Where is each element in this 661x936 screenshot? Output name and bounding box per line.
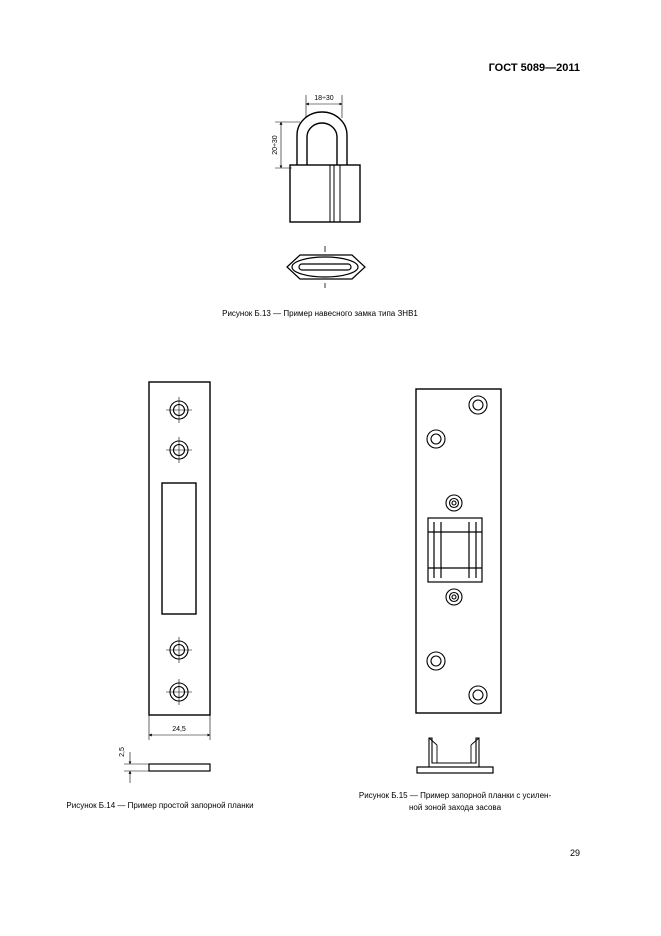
figure-b15-caption-line1: Рисунок Б.15 — Пример запорной планки с усилен- <box>358 791 552 800</box>
figure-b14-caption: Рисунок Б.14 — Пример простой запорной планки <box>66 801 254 810</box>
padlock-drawing <box>275 95 365 288</box>
plate-thickness-dim: 2,5 <box>119 747 126 757</box>
simple-strike-plate-drawing <box>124 382 210 783</box>
figure-b15-caption-line2: ной зоной захода засова <box>408 803 502 812</box>
standard-header: ГОСТ 5089—2011 <box>488 62 580 74</box>
figure-b15-caption <box>330 790 580 814</box>
page-number: 29 <box>569 848 580 858</box>
padlock-width-dim: 18÷30 <box>314 95 334 102</box>
reinforced-strike-plate-drawing <box>416 389 501 773</box>
plate-width-dim: 24,5 <box>172 726 186 733</box>
padlock-height-dim: 20÷30 <box>272 135 279 155</box>
figure-b13-caption: Рисунок Б.13 — Пример навесного замка типа ЗНВ1 <box>222 309 418 318</box>
